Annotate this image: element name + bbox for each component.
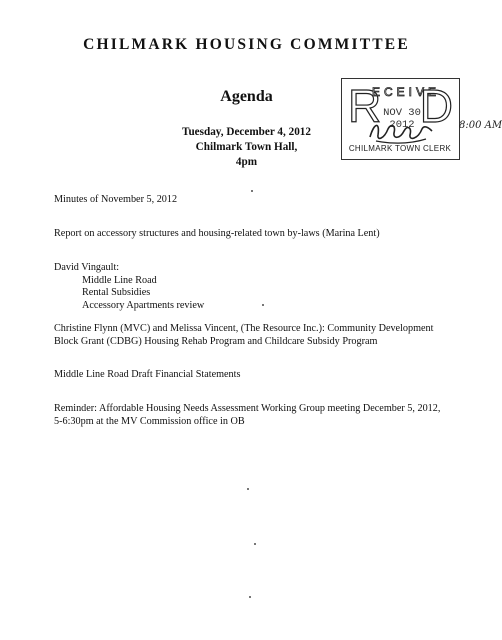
agenda-heading: Agenda [220,88,273,105]
agenda-item-david-vingault [54,262,454,312]
document-title: CHILMARK HOUSING COMMITTEE [83,36,410,53]
sub-item: Accessory Apartments review [82,299,205,311]
scan-speck [247,488,249,490]
stamp-letter-r: R [348,80,382,132]
item-line: Christine Flynn (MVC) and Melissa Vincent, (The Resource Inc.): Community Development [54,323,434,334]
sub-item: Middle Line Road [82,274,157,286]
signature-icon [366,117,438,145]
agenda-item-financials: Middle Line Road Draft Financial Statements [54,369,241,380]
item-line: Reminder: Affordable Housing Needs Assessment Working Group meeting December 5, 2012, [54,403,441,414]
scan-speck [251,190,253,192]
item-line: 5-6:30pm at the MV Commission office in OB [54,415,245,427]
agenda-item-minutes: Minutes of November 5, 2012 [54,194,178,205]
meeting-date: Tuesday, December 4, 2012 [182,126,311,138]
stamp-letter-d: D [419,80,453,132]
stamp-clerk-label: CHILMARK TOWN CLERK [348,144,452,153]
scan-speck [254,543,256,545]
item-line: Block Grant (CDBG) Housing Rehab Program and Childcare Subsidy Program [54,335,378,347]
scan-speck [249,596,251,598]
sub-item: Rental Subsidies [82,287,151,298]
agenda-item-report: Report on accessory structures and housing-related town by-laws (Marina Lent) [54,228,380,239]
stamp-date: NOV 30 2012 [383,107,421,131]
agenda-item-cdbg [54,323,454,348]
meeting-time: 4pm [235,156,258,168]
scan-speck [262,304,264,306]
item-title: David Vingault: [54,262,120,273]
received-stamp [341,78,460,160]
stamp-middle-letters: ECEIVE [372,85,441,99]
handwritten-time-note: 8:00 AM [459,120,502,131]
agenda-item-reminder [54,403,454,428]
meeting-location: Chilmark Town Hall, [195,141,298,153]
